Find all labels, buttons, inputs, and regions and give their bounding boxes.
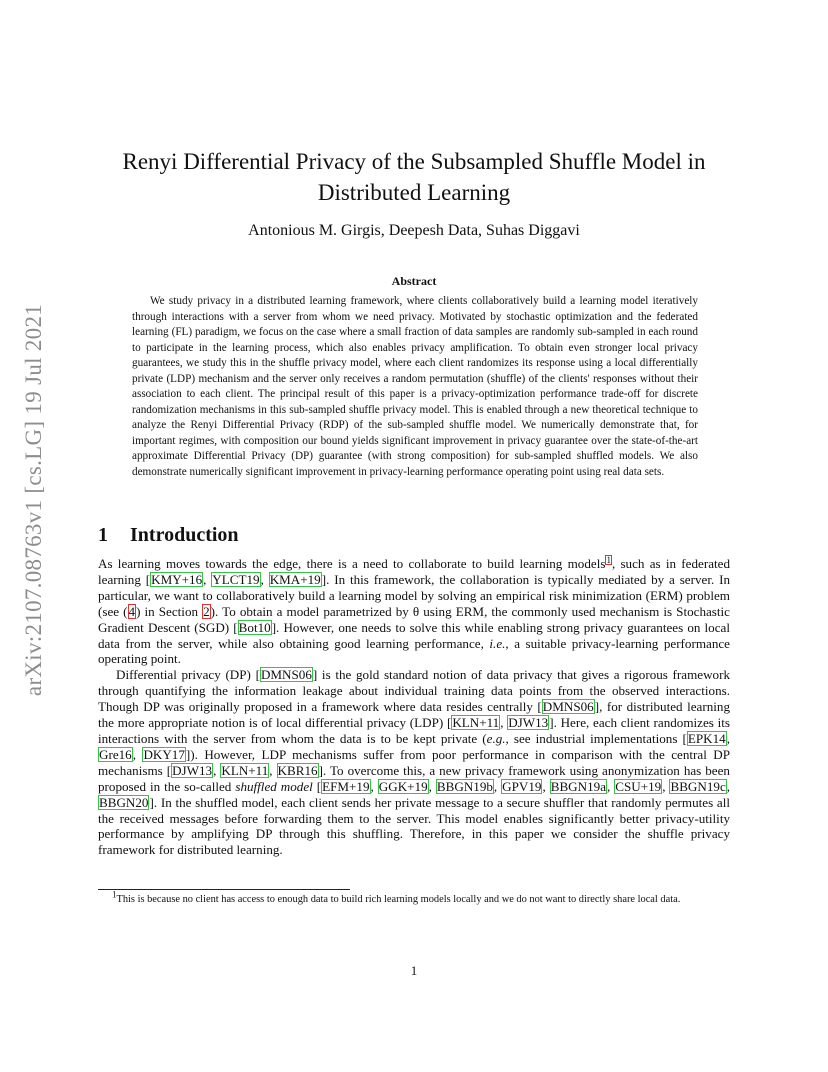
footnote xyxy=(98,889,730,906)
section-title: Introduction xyxy=(130,524,239,546)
citation-link[interactable]: DMNS06 xyxy=(542,699,594,715)
citation-link[interactable]: KMY+16 xyxy=(151,571,203,587)
citation-link[interactable]: Gre16 xyxy=(99,746,132,762)
citation-link[interactable]: DKY17 xyxy=(143,746,185,762)
citation-link[interactable]: DJW13 xyxy=(172,762,213,778)
paper-title xyxy=(96,146,732,208)
page-number: 1 xyxy=(410,963,418,978)
footnote-mark: 1 xyxy=(112,889,117,900)
citation-link[interactable]: GGK+19 xyxy=(378,778,428,794)
equation-ref-link[interactable]: 4 xyxy=(128,603,136,619)
title-line-1: Renyi Differential Privacy of the Subsampled Shuffle Model in xyxy=(122,149,706,174)
citation-link[interactable]: KMA+19 xyxy=(269,571,321,587)
section-ref-link[interactable]: 2 xyxy=(203,603,210,619)
authors: Antonious M. Girgis, Deepesh Data, Suhas Diggavi xyxy=(248,222,580,239)
arxiv-stamp xyxy=(14,303,54,697)
section-number: 1 xyxy=(98,524,108,546)
paragraph-1: As learning moves towards the edge, there is a need to collaborate to build learning models$^1$, such as in federated learning [KMY+16, YLCT19, KMA+19]. In this framework, the collaboration is typically mediated by a server. In particular, we want to collaboratively build a learning model by solving an empirical risk minimization (ERM) problem (see (4) in Section 2). To obtain a model parametrized by θ using ERM, the commonly used mechanism is Stochastic Gradient Descent (SGD) [Bot10]. However, one needs to solve this while enabling strong privacy guarantees on local data from the server, while also obtaining good learning performance, i.e., a suitable privacy-learning performance operating point. xyxy=(98,554,731,667)
footnote-divider xyxy=(98,889,350,890)
citation-link[interactable]: Bot10 xyxy=(238,619,271,635)
citation-link[interactable]: BBGN20 xyxy=(99,794,149,810)
citation-link[interactable]: DMNS06 xyxy=(260,667,312,683)
citation-link[interactable]: YLCT19 xyxy=(212,571,260,587)
citation-link[interactable]: EFM+19 xyxy=(322,778,370,794)
citation-link[interactable]: BBGN19c xyxy=(670,778,726,794)
citation-link[interactable]: DJW13 xyxy=(508,715,549,731)
citation-link[interactable]: EPK14 xyxy=(687,730,726,746)
citation-link[interactable]: BBGN19a xyxy=(550,778,607,794)
arxiv-id: arXiv:2107.08763v1 [cs.LG] 19 Jul 2021 xyxy=(21,303,46,697)
footnote-link[interactable]: 1 xyxy=(606,554,611,565)
abstract-heading: Abstract xyxy=(391,274,437,288)
title-line-2: Distributed Learning xyxy=(317,180,511,205)
body-text xyxy=(98,556,730,858)
citation-link[interactable]: KLN+11 xyxy=(452,715,500,731)
citation-link[interactable]: KLN+11 xyxy=(221,762,269,778)
citation-link[interactable]: GPV19 xyxy=(502,778,542,794)
citation-link[interactable]: BBGN19b xyxy=(436,778,493,794)
footnote-text: This is because no client has access to enough data to build rich learning models locally and we do not want to directly share local data. xyxy=(116,894,681,905)
section-heading xyxy=(98,524,239,547)
paragraph-2: Differential privacy (DP) [DMNS06] is the gold standard notion of data privacy that gives a rigorous framework through quantifying the information leakage about individual training data points from the observed interactions. Though DP was originally proposed in a framework where data resides centrally [DMNS06], for distributed learning the more appropriate notion is of local differential privacy (LDP) [KLN+11, DJW13]. Here, each client randomizes its interactions with the server from whom the data is to be kept private (e.g., see industrial implementations [EPK14, Gre16, DKY17]). However, LDP mechanisms suffer from poor performance in comparison with the central DP mechanisms [DJW13, KLN+11, KBR16]. To overcome this, a new privacy framework using anonymization has been proposed in the so-called shuffled model [EFM+19, GGK+19, BBGN19b, GPV19, BBGN19a, CSU+19, BBGN19c, BBGN20]. In the shuffled model, each client sends her private message to a secure shuffler that randomly permutes all the received messages before forwarding them to the server. This model enables significantly better privacy-utility performance by amplifying DP through this shuffling. Therefore, in this paper we consider the shuffle privacy framework for distributed learning. xyxy=(98,667,731,858)
citation-link[interactable]: CSU+19 xyxy=(615,778,662,794)
abstract-text: We study privacy in a distributed learning framework, where clients collaboratively build a learning model iteratively through interactions with a server from whom we need privacy. Motivated by stochastic optimization and the federated learning (FL) paradigm, we focus on the case where a small fraction of data samples are randomly sub-sampled in each round to participate in the learning process, which also enables privacy amplification. To obtain even stronger local privacy guarantees, we study this in the shuffle privacy model, where each client randomizes its response using a local differentially private (LDP) mechanism and the server only receives a random permutation (shuffle) of the clients' responses without their association to each client. The principal result of this paper is a privacy-optimization performance trade-off for discrete randomization mechanisms in this sub-sampled shuffle privacy model. This is enabled through a new theoretical technique to analyze the Renyi Differential Privacy (RDP) of the sub-sampled shuffle model. We numerically demonstrate that, for important regimes, with composition our bound yields significant improvement in privacy guarantee over the state-of-the-art approximate Differential Privacy (DP) guarantee (with strong composition) for sub-sampled shuffled models. We also demonstrate numerically significant improvement in privacy-learning performance operating point using real data sets. xyxy=(132,295,698,478)
citation-link[interactable]: KBR16 xyxy=(277,762,318,778)
